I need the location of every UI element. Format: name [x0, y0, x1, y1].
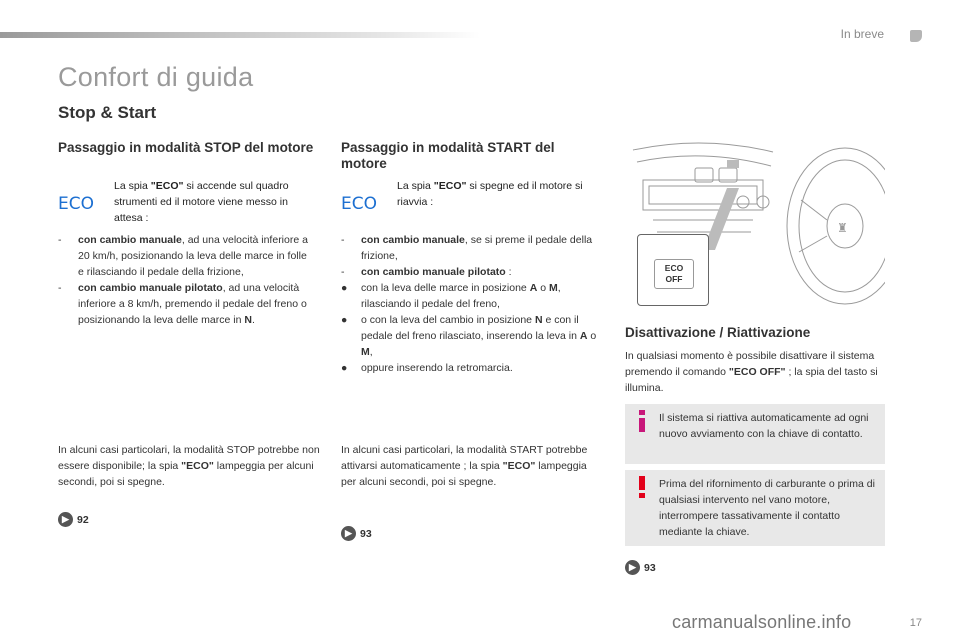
info-note [625, 404, 885, 464]
eco-icon-label: ECO [58, 194, 94, 214]
bullet-bold: con cambio manuale [78, 234, 182, 246]
bullet-bold: N [534, 314, 543, 326]
deactivation-heading: Disattivazione / Riattivazione [625, 325, 811, 340]
deactivation-text-post: ; la spia del tasto si illumina. [625, 366, 878, 394]
arrow-right-icon: ▶ [341, 526, 356, 541]
arrow-right-icon: ▶ [625, 560, 640, 575]
start-note-pre: In alcuni casi particolari, la modalità START potrebbe attivarsi automaticamente ; la spia [341, 444, 588, 472]
start-note-bold: "ECO" [502, 460, 536, 472]
eco-icon-label: ECO [341, 194, 377, 214]
stop-column [58, 140, 318, 156]
start-intro-bold: "ECO" [433, 180, 467, 192]
eco-indicator-icon [341, 192, 387, 214]
bullet-bold: con cambio manuale pilotato [78, 282, 223, 294]
stop-intro-bold: "ECO" [150, 180, 184, 192]
bullet-text: o [587, 330, 597, 342]
bullet-mark: - [58, 234, 62, 246]
list-item [341, 232, 603, 264]
header-rule [0, 32, 480, 38]
stop-intro-pre: La spia [114, 180, 151, 192]
bullet-bold: con cambio manuale pilotato [361, 266, 506, 278]
bullet-mark: ● [341, 362, 348, 374]
page-title: Confort di guida [58, 62, 254, 92]
stop-bullets [58, 232, 308, 328]
bullet-bold: A [579, 330, 588, 342]
start-column [341, 140, 603, 172]
start-intro [397, 178, 602, 210]
page-ref-number: 93 [644, 561, 656, 574]
list-item [341, 360, 603, 376]
start-intro-post: si spegne ed il motore si riavvia : [397, 180, 583, 208]
eco-off-button [637, 234, 709, 306]
eco-indicator-icon [58, 192, 104, 214]
list-item [341, 312, 603, 360]
bullet-mark: ● [341, 282, 348, 294]
bullet-text: con la leva delle marce in posizione [361, 282, 530, 294]
list-item [58, 232, 308, 280]
warning-icon [635, 476, 649, 498]
watermark: carmanualsonline.info [672, 612, 852, 632]
stop-intro-post: si accende sul quadro strumenti ed il motore viene messo in attesa : [114, 180, 289, 224]
start-note [341, 442, 603, 490]
info-text: Il sistema si riattiva automaticamente ad ogni nuovo avviamento con la chiave di contatto. [659, 412, 869, 440]
page-ref-link[interactable] [341, 526, 372, 541]
brand-logo-icon: ♜ [837, 221, 848, 235]
bullet-mark: - [58, 282, 62, 294]
bullet-text: , ad una velocità inferiore a 20 km/h, posizionando la leva delle marce in folle e rilasciando il pedale della frizione, [78, 234, 308, 278]
deactivation-text-bold: "ECO OFF" [728, 366, 786, 378]
section-subtitle: Stop & Start [58, 103, 157, 122]
stop-note [58, 442, 320, 490]
bullet-text: : [505, 266, 512, 278]
section-label: In breve [840, 27, 884, 41]
bullet-text: o con la leva del cambio in posizione [361, 314, 535, 326]
stop-note-pre: In alcuni casi particolari, la modalità STOP potrebbe non essere disponibile; la spia [58, 444, 320, 472]
page-number: 17 [909, 617, 922, 629]
page-ref-number: 93 [360, 527, 372, 540]
bullet-bold: A [529, 282, 538, 294]
corner-mark [910, 30, 922, 42]
bullet-mark: ● [341, 314, 348, 326]
bullet-mark: - [341, 234, 345, 246]
list-item [341, 264, 603, 280]
bullet-text: , ad una velocità inferiore a 8 km/h, premendo il pedale del freno o posizionando la leva delle marce in [78, 282, 307, 326]
stop-heading: Passaggio in modalità STOP del motore [58, 140, 314, 155]
page-ref-number: 92 [77, 513, 89, 526]
start-bullets [341, 232, 603, 376]
bullet-mark: - [341, 266, 345, 278]
eco-off-line2: OFF [665, 274, 683, 284]
warning-note [625, 470, 885, 546]
info-icon [635, 410, 649, 432]
arrow-right-icon: ▶ [58, 512, 73, 527]
bullet-text: , rilasciando il pedale del freno, [361, 282, 561, 310]
stop-intro [114, 178, 319, 226]
page-ref-link[interactable] [58, 512, 89, 527]
warning-text: Prima del rifornimento di carburante o prima di qualsiasi intervento nel vano motore, interrompere tassativamente il contatto mediante la chiave. [659, 478, 875, 538]
bullet-bold: N [244, 314, 252, 326]
bullet-bold: M [548, 282, 558, 294]
stop-note-post: lampeggia per alcuni secondi, poi si spegne. [58, 460, 314, 488]
bullet-text: , [369, 346, 373, 358]
eco-off-label [654, 259, 694, 289]
list-item [341, 280, 603, 312]
bullet-text: oppure inserendo la retromarcia. [361, 362, 513, 374]
start-intro-pre: La spia [397, 180, 434, 192]
list-item [58, 280, 308, 328]
bullet-text: o [537, 282, 549, 294]
bullet-text: e con il pedale del freno rilasciato, inserendo la leva in [361, 314, 580, 342]
bullet-bold: M [361, 346, 370, 358]
stop-note-bold: "ECO" [181, 460, 214, 472]
start-note-post: lampeggia per alcuni secondi, poi si spegne. [341, 460, 587, 488]
start-heading: Passaggio in modalità START del motore [341, 140, 555, 171]
page-ref-link[interactable] [625, 560, 656, 575]
eco-off-line1: ECO [664, 263, 684, 273]
bullet-bold: con cambio manuale [361, 234, 465, 246]
bullet-text: , se si preme il pedale della frizione, [361, 234, 593, 262]
deactivation-text [625, 348, 887, 396]
bullet-text: . [251, 314, 255, 326]
deactivation-text-pre: In qualsiasi momento è possibile disattivare il sistema premendo il comando [625, 350, 875, 378]
